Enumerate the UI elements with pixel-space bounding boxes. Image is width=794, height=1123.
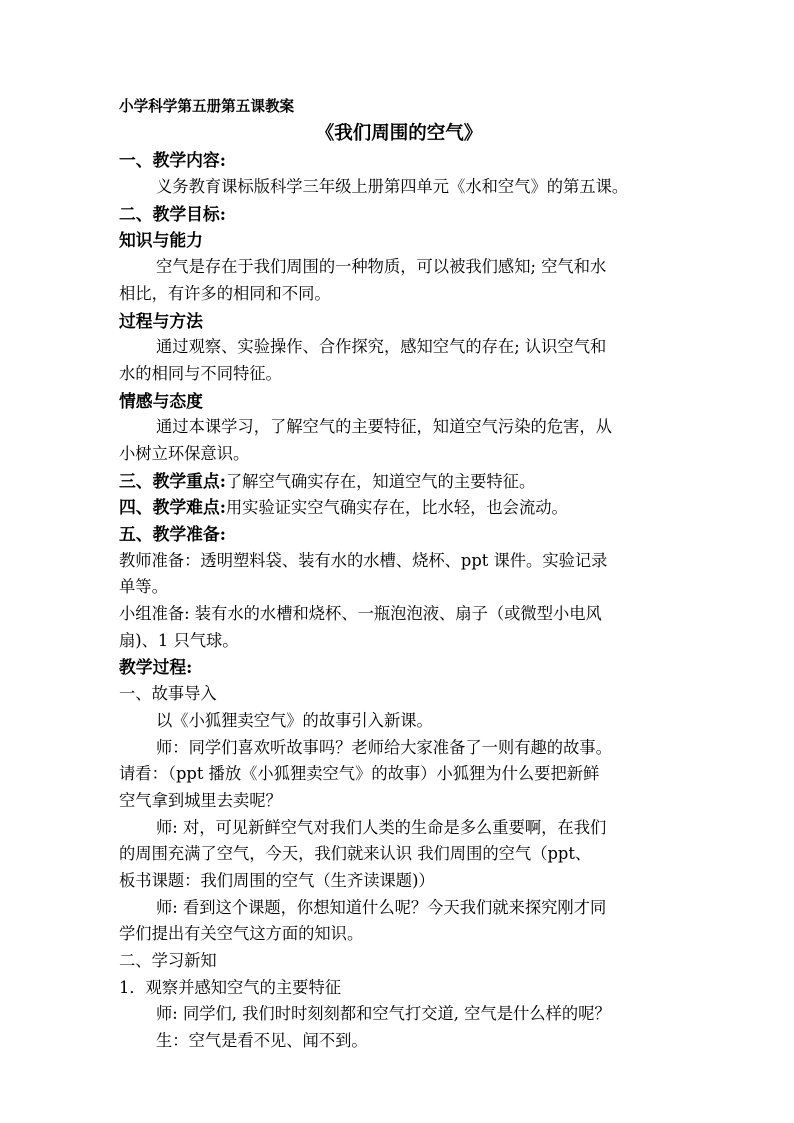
section-heading: 四、教学难点:	[119, 497, 226, 518]
subsection-heading: 知识与能力	[119, 230, 203, 251]
paragraph-line: 小组准备: 装有水的水槽和烧杯、一瓶泡泡液、扇子（或微型小电风	[119, 604, 602, 624]
paragraph-line: 的周围充满了空气，今天，我们就来认识 我们周围的空气（ppt、	[119, 844, 592, 864]
subsection-heading: 过程与方法	[119, 310, 203, 331]
section-text: 用实验证实空气确实存在，比水轻，也会流动。	[225, 498, 568, 518]
paragraph-line: 学们提出有关空气这方面的知识。	[119, 924, 364, 944]
paragraph-line: 水的相同与不同特征。	[119, 363, 282, 383]
paragraph-line: 空气拿到城里去卖呢？	[119, 790, 282, 810]
paragraph-line: 相比，有许多的相同和不同。	[119, 283, 331, 303]
section-heading: 三、教学重点:	[119, 470, 226, 491]
section-heading: 二、教学目标:	[119, 203, 226, 224]
paragraph-line: 小树立环保意识。	[119, 443, 250, 463]
paragraph-line: 生：空气是看不见、闻不到。	[156, 1031, 368, 1051]
section-heading: 五、教学准备:	[119, 524, 226, 544]
paragraph-line: 师: 对，可见新鲜空气对我们人类的生命是多么重要啊，在我们	[156, 817, 607, 837]
step-heading: 一、故事导入	[119, 684, 217, 704]
paragraph-line: 以《小狐狸卖空气》的故事引入新课。	[156, 710, 433, 730]
subsection-heading: 情感与态度	[119, 390, 203, 411]
section-line	[119, 494, 679, 521]
paragraph-line: 师: 同学们, 我们时时刻刻都和空气打交道, 空气是什么样的呢？	[156, 1004, 611, 1024]
paragraph-line: 扇)、1 只气球。	[119, 630, 239, 650]
paragraph-line: 通过观察、实验操作、合作探究，感知空气的存在; 认识空气和	[156, 337, 607, 357]
paragraph-line: 板书课题：我们周围的空气（生齐读课题)）	[119, 870, 435, 890]
step-heading: 二、学习新知	[119, 951, 217, 970]
section-heading: 教学过程:	[119, 657, 193, 678]
paragraph-line: 单等。	[119, 577, 168, 597]
doc-header: 小学科学第五册第五课教案	[119, 98, 295, 115]
paragraph-line: 请看：（ppt 播放《小狐狸卖空气》的故事）小狐狸为什么要把新鲜	[119, 764, 600, 784]
document-body	[119, 94, 679, 1055]
paragraph-line: 师: 看到这个课题，你想知道什么呢？今天我们就来探究刚才同	[156, 897, 607, 917]
paragraph-line: 教师准备：透明塑料袋、装有水的水槽、烧杯、ppt 课件。实验记录	[119, 550, 608, 570]
step-heading: 1．观察并感知空气的主要特征	[119, 977, 342, 997]
paragraph-line: 师：同学们喜欢听故事吗？老师给大家准备了一则有趣的故事。	[156, 737, 612, 757]
section-text: 了解空气确实存在，知道空气的主要特征。	[225, 471, 536, 491]
section-line	[119, 468, 679, 495]
section-heading: 一、教学内容:	[119, 150, 226, 171]
paragraph-line: 义务教育课标版科学三年级上册第四单元《水和空气》的第五课。	[156, 177, 629, 197]
paragraph-line: 空气是存在于我们周围的一种物质，可以被我们感知; 空气和水	[156, 257, 607, 277]
paragraph-line: 通过本课学习，了解空气的主要特征，知道空气污染的危害，从	[156, 417, 612, 437]
doc-title: 《我们周围的空气》	[315, 122, 483, 144]
